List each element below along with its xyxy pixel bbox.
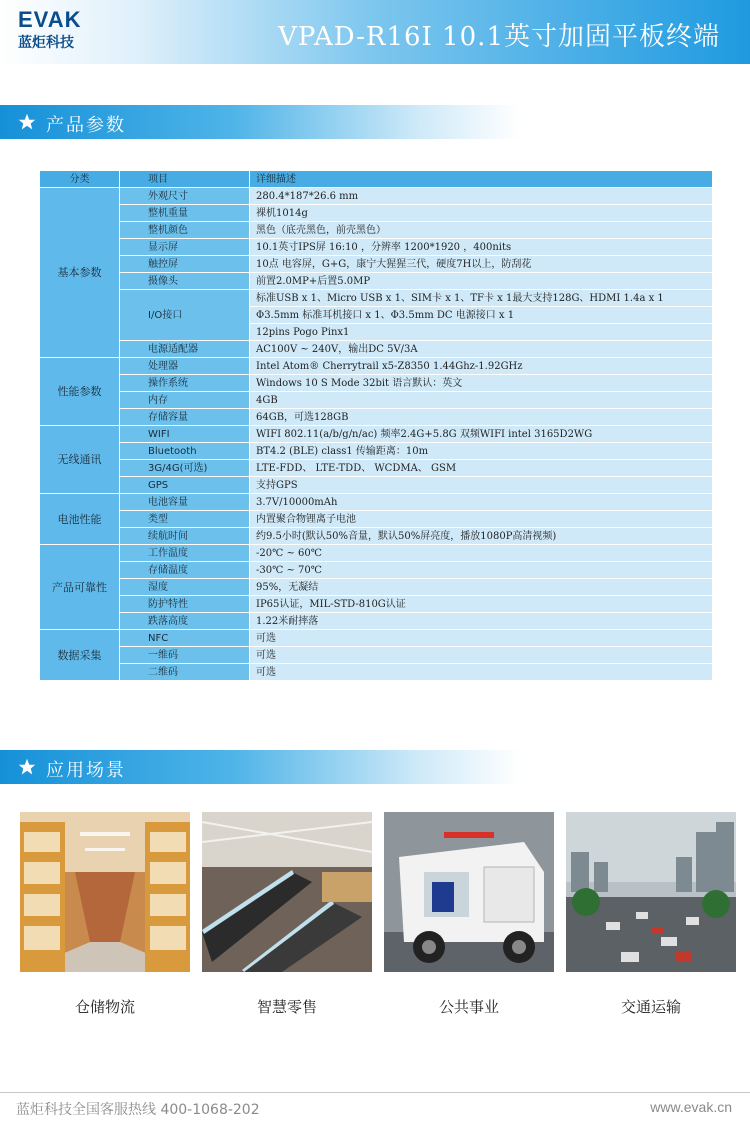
item-cell: 类型 [120,511,250,528]
table-row [40,341,713,358]
star-icon [18,758,36,776]
table-row [40,443,713,460]
section-bar-params [0,105,520,139]
logo-mark: EVAK [18,7,82,32]
item-cell: 操作系统 [120,375,250,392]
value-cell: 裸机1014g [250,205,713,222]
value-cell: LTE-FDD、 LTE-TDD、 WCDMA、 GSM [250,460,713,477]
item-cell: 整机颜色 [120,222,250,239]
value-cell: Intel Atom® Cherrytrail x5-Z8350 1.44Ghz-1.92GHz [250,358,713,375]
table-row [40,460,713,477]
brand-logo [18,8,82,52]
table-row [40,545,713,562]
category-cell: 性能参数 [40,358,120,426]
table-row [40,613,713,630]
table-row [40,579,713,596]
value-cell: BT4.2 (BLE) class1 传输距离：10m [250,443,713,460]
table-row [40,239,713,256]
table-row [40,630,713,647]
footer-website-link[interactable]: www.evak.cn [650,1099,732,1115]
item-cell: 显示屏 [120,239,250,256]
section-title-params: 产品参数 [46,115,126,136]
item-cell: WIFI [120,426,250,443]
footer-divider [0,1092,750,1093]
header-item: 项目 [120,171,250,188]
city-traffic-photo [566,812,736,972]
table-row [40,273,713,290]
footer-hotline: 蓝炬科技全国客服热线 400-1068-202 [16,1102,260,1118]
item-cell: 一维码 [120,647,250,664]
star-icon [18,113,36,131]
page-header [0,0,750,64]
table-row [40,256,713,273]
logo-cn: 蓝炬科技 [18,35,74,51]
mall-escalator-photo [202,812,372,972]
item-cell: 整机重量 [120,205,250,222]
value-cell: -20℃ ~ 60℃ [250,545,713,562]
header-detail: 详细描述 [250,171,713,188]
table-row [40,375,713,392]
item-cell: 外观尺寸 [120,188,250,205]
table-row [40,222,713,239]
value-cell: 1.22米耐摔落 [250,613,713,630]
item-cell: 湿度 [120,579,250,596]
item-cell: NFC [120,630,250,647]
item-cell: 工作温度 [120,545,250,562]
table-row [40,647,713,664]
category-cell: 产品可靠性 [40,545,120,630]
value-cell: 12pins Pogo Pinx1 [250,324,713,341]
value-cell: Windows 10 S Mode 32bit 语言默认：英文 [250,375,713,392]
table-row [40,596,713,613]
value-cell: 支持GPS [250,477,713,494]
spec-table [39,170,713,681]
item-cell: Bluetooth [120,443,250,460]
item-cell: 触控屏 [120,256,250,273]
value-cell: 可选 [250,664,713,681]
table-row [40,358,713,375]
value-cell: IP65认证，MIL-STD-810G认证 [250,596,713,613]
scene-label-transport: 交通运输 [620,998,681,1016]
section-bar-scenes [0,750,520,784]
value-cell: 可选 [250,647,713,664]
value-cell: 3.7V/10000mAh [250,494,713,511]
category-cell: 数据采集 [40,630,120,681]
item-cell: GPS [120,477,250,494]
table-row [40,477,713,494]
scene-label-utility: 公共事业 [438,998,499,1016]
item-cell: 电源适配器 [120,341,250,358]
value-cell: 4GB [250,392,713,409]
item-cell: 处理器 [120,358,250,375]
section-title-scenes: 应用场景 [46,760,126,781]
value-cell: 95%，无凝结 [250,579,713,596]
value-cell: Φ3.5mm 标准耳机接口 x 1、Φ3.5mm DC 电源接口 x 1 [250,307,713,324]
table-row [40,392,713,409]
header-category: 分类 [40,171,120,188]
warehouse-photo [20,812,190,972]
item-cell: I/O接口 [120,290,250,341]
item-cell: 存储容量 [120,409,250,426]
item-cell: 电池容量 [120,494,250,511]
scene-label-retail: 智慧零售 [256,998,317,1016]
table-row [40,511,713,528]
value-cell: 可选 [250,630,713,647]
item-cell: 存储温度 [120,562,250,579]
table-row [40,494,713,511]
item-cell: 3G/4G(可选) [120,460,250,477]
value-cell: 约9.5小时(默认50%音量，默认50%屏亮度，播放1080P高清视频) [250,528,713,545]
table-row [40,562,713,579]
value-cell: 黑色（底壳黑色，前壳黑色） [250,222,713,239]
value-cell: 10.1英寸IPS屏 16:10 ，分辨率 1200*1920 ，400nits [250,239,713,256]
category-cell: 无线通讯 [40,426,120,494]
item-cell: 防护特性 [120,596,250,613]
table-row [40,426,713,443]
value-cell: 280.4*187*26.6 mm [250,188,713,205]
table-row [40,664,713,681]
value-cell: WIFI 802.11(a/b/g/n/ac) 频率2.4G+5.8G 双频WIFI intel 3165D2WG [250,426,713,443]
table-row [40,528,713,545]
value-cell: 64GB，可选128GB [250,409,713,426]
table-row [40,290,713,307]
value-cell: 前置2.0MP+后置5.0MP [250,273,713,290]
item-cell: 二维码 [120,664,250,681]
value-cell: 内置聚合物锂离子电池 [250,511,713,528]
item-cell: 跌落高度 [120,613,250,630]
category-cell: 电池性能 [40,494,120,545]
value-cell: -30℃ ~ 70℃ [250,562,713,579]
item-cell: 续航时间 [120,528,250,545]
page-title: VPAD-R16I 10.1英寸加固平板终端 [278,22,720,52]
table-row [40,409,713,426]
value-cell: 标准USB x 1、Micro USB x 1、SIM卡 x 1、TF卡 x 1最大支持128G、HDMI 1.4a x 1 [250,290,713,307]
table-header-row [40,171,713,188]
table-row [40,205,713,222]
category-cell: 基本参数 [40,188,120,358]
item-cell: 内存 [120,392,250,409]
table-row [40,188,713,205]
value-cell: AC100V ~ 240V，输出DC 5V/3A [250,341,713,358]
utility-vehicle-photo [384,812,554,972]
item-cell: 摄像头 [120,273,250,290]
scene-label-warehouse: 仓储物流 [74,998,135,1016]
value-cell: 10点 电容屏，G+G，康宁大猩猩三代，硬度7H以上，防刮花 [250,256,713,273]
